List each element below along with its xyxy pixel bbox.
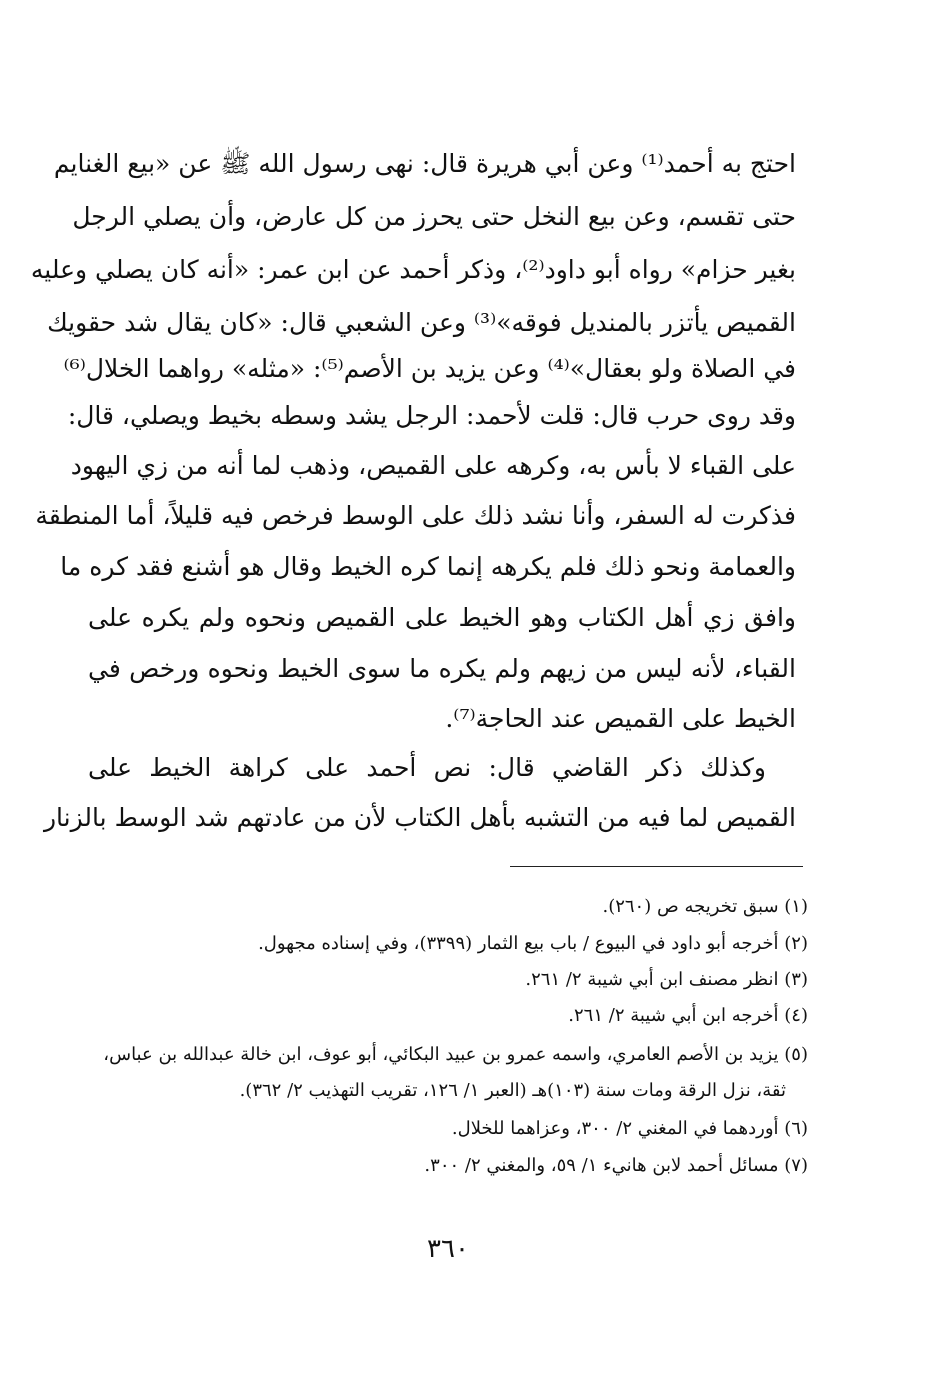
footnote-7: (٧) مسائل أحمد لابن هانيء ١/ ٥٩، والمغني ٢/ ٣٠٠. bbox=[424, 1155, 808, 1176]
body-line-1: احتج به أحمد⁽¹⁾ وعن أبي هريرة قال: نهى رسول الله ﷺ عن «بيع الغنايم bbox=[53, 149, 796, 178]
footnote-3: (٣) انظر مصنف ابن أبي شيبة ٢/ ٢٦١. bbox=[525, 969, 808, 990]
body-line-3: بغير حزام» رواه أبو داود⁽²⁾، وذكر أحمد عن ابن عمر: «أنه كان يصلي وعليه bbox=[30, 255, 796, 284]
body-line-5: في الصلاة ولو بعقال»⁽⁴⁾ وعن يزيد بن الأصم⁽⁵⁾: «مثله» رواهما الخلال⁽⁶⁾ bbox=[63, 354, 796, 383]
body-line-11: القباء، لأنه ليس من زيهم ولم يكره ما سوى الخيط ونحوه ورخص في bbox=[88, 654, 796, 683]
page-number: ٣٦٠ bbox=[427, 1234, 469, 1264]
body-line-12: الخيط على القميص عند الحاجة⁽⁷⁾. bbox=[445, 704, 796, 733]
body-line-13: وكذلك ذكر القاضي قال: نص أحمد على كراهة الخيط على bbox=[88, 753, 766, 782]
footnote-4: (٤) أخرجه ابن أبي شيبة ٢/ ٢٦١. bbox=[568, 1005, 808, 1026]
footnote-5-continuation: ثقة، نزل الرقة ومات سنة (١٠٣)هـ (العبر ١/ ١٢٦، تقريب التهذيب ٢/ ٣٦٢). bbox=[239, 1080, 786, 1101]
body-line-10: وافق زي أهل الكتاب وهو الخيط على القميص ونحوه ولم يكره على bbox=[88, 603, 796, 632]
body-line-8: فذكرت له السفر، وأنا نشد ذلك على الوسط فرخص فيه قليلاً، أما المنطقة bbox=[35, 501, 796, 530]
footnote-divider bbox=[510, 866, 803, 867]
body-line-4: القميص يأتزر بالمنديل فوقه»⁽³⁾ وعن الشعبي قال: «كان يقال شد حقويك bbox=[47, 308, 796, 337]
body-line-7: على القباء لا بأس به، وكرهه على القميص، وذهب لما أنه من زي اليهود bbox=[70, 451, 796, 480]
body-line-9: والعمامة ونحو ذلك فلم يكرهه إنما كره الخيط وقال هو أشنع فقد كره ما bbox=[60, 552, 796, 581]
body-line-14: القميص لما فيه من التشبه بأهل الكتاب لأن من عادتهم شد الوسط بالزنار bbox=[43, 803, 796, 832]
footnote-2: (٢) أخرجه أبو داود في البيوع / باب بيع الثمار (٣٣٩٩)، وفي إسناده مجهول. bbox=[258, 933, 808, 954]
body-line-6: وقد روى حرب قال: قلت لأحمد: الرجل يشد وسطه بخيط ويصلي، قال: bbox=[67, 401, 796, 430]
body-line-2: حتى تقسم، وعن بيع النخل حتى يحرز من كل عارض، وأن يصلي الرجل bbox=[72, 202, 796, 231]
footnote-6: (٦) أوردهما في المغني ٢/ ٣٠٠، وعزاهما للخلال. bbox=[451, 1118, 808, 1139]
footnote-5: (٥) يزيد بن الأصم العامري، واسمه عمرو بن عبيد البكائي، أبو عوف، ابن خالة عبدالله بن عباس، bbox=[103, 1044, 808, 1065]
footnote-1: (١) سبق تخريجه ص (٢٦٠). bbox=[602, 896, 808, 917]
